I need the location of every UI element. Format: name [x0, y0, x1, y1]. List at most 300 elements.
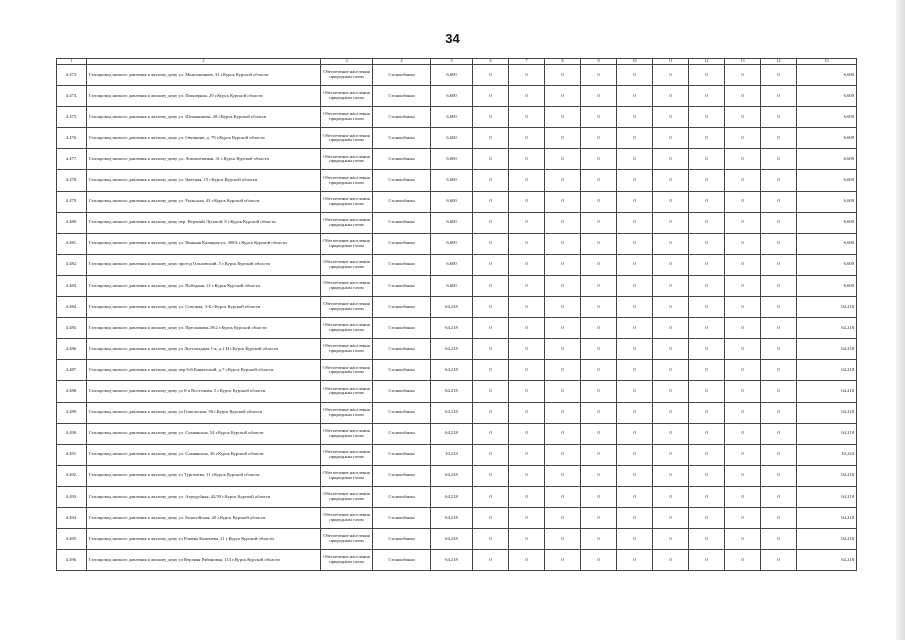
amount-col-7: 0 — [509, 86, 545, 107]
object-description: Газопровод низкого давления к жилому дому ул. Овечкина, д. 79 г.Курск Курской области — [87, 128, 321, 149]
amount-col-9: 0 — [581, 360, 617, 381]
amount-result: 64,218 — [797, 529, 857, 550]
object-description: Газопровод низкого давления к жилому дому ул. Нижняя Казацкая ул, 308А г.Курск Курской области — [87, 233, 321, 254]
amount-col-6: 0 — [473, 465, 509, 486]
amount-col-13: 0 — [725, 170, 761, 191]
amount-col-13: 0 — [725, 128, 761, 149]
purpose: Обеспечение населения природным газом — [321, 149, 373, 170]
amount-result: 6,600 — [797, 191, 857, 212]
executor: Стонашбанка — [373, 339, 431, 360]
object-description: Газопровод низкого давления к жилому дому проезд Ольховский, 5 г.Курск Курской области — [87, 254, 321, 275]
amount-col-6: 0 — [473, 550, 509, 571]
purpose: Обеспечение населения природным газом — [321, 465, 373, 486]
amount-col-12: 0 — [689, 254, 725, 275]
amount-col-8: 0 — [545, 507, 581, 528]
executor: Стонашбанка — [373, 423, 431, 444]
row-number: 4.495. — [57, 529, 87, 550]
table-row — [57, 318, 857, 339]
amount-total: 6,600 — [431, 191, 473, 212]
amount-col-12: 0 — [689, 212, 725, 233]
amount-col-8: 0 — [545, 128, 581, 149]
amount-col-8: 0 — [545, 275, 581, 296]
amount-col-13: 0 — [725, 444, 761, 465]
row-number: 4.481. — [57, 233, 87, 254]
table-row — [57, 107, 857, 128]
amount-col-6: 0 — [473, 318, 509, 339]
amount-col-13: 0 — [725, 65, 761, 86]
amount-col-14: 0 — [761, 212, 797, 233]
executor: Стонашбанка — [373, 128, 431, 149]
amount-total: 6,600 — [431, 170, 473, 191]
amount-col-12: 0 — [689, 423, 725, 444]
amount-col-9: 0 — [581, 149, 617, 170]
amount-col-7: 0 — [509, 170, 545, 191]
amount-result: 64,218 — [797, 297, 857, 318]
amount-col-14: 0 — [761, 360, 797, 381]
amount-col-9: 0 — [581, 128, 617, 149]
table-row — [57, 65, 857, 86]
amount-col-6: 0 — [473, 65, 509, 86]
amount-col-11: 0 — [653, 486, 689, 507]
amount-col-10: 0 — [617, 254, 653, 275]
amount-col-12: 0 — [689, 339, 725, 360]
header-cell: 15 — [797, 59, 857, 65]
amount-col-9: 0 — [581, 275, 617, 296]
amount-col-13: 0 — [725, 149, 761, 170]
object-description: Газопровод низкого давления к жилому дому ул. Победная, 21 г.Курск Курской области — [87, 275, 321, 296]
amount-col-14: 0 — [761, 170, 797, 191]
amount-col-7: 0 — [509, 254, 545, 275]
amount-col-9: 0 — [581, 444, 617, 465]
amount-col-10: 0 — [617, 86, 653, 107]
amount-total: 64,218 — [431, 550, 473, 571]
table-row — [57, 339, 857, 360]
amount-col-6: 0 — [473, 507, 509, 528]
amount-total: 6,600 — [431, 233, 473, 254]
amount-col-12: 0 — [689, 318, 725, 339]
amount-col-12: 0 — [689, 529, 725, 550]
table-row — [57, 550, 857, 571]
amount-col-13: 0 — [725, 318, 761, 339]
purpose: Обеспечение населения природным газом — [321, 318, 373, 339]
amount-col-10: 0 — [617, 507, 653, 528]
amount-col-9: 0 — [581, 339, 617, 360]
amount-col-11: 0 — [653, 318, 689, 339]
purpose: Обеспечение населения природным газом — [321, 486, 373, 507]
row-number: 4.476. — [57, 128, 87, 149]
amount-col-7: 0 — [509, 423, 545, 444]
executor: Стонашбанка — [373, 149, 431, 170]
header-cell: 9 — [581, 59, 617, 65]
amount-col-10: 0 — [617, 275, 653, 296]
amount-col-14: 0 — [761, 128, 797, 149]
amount-col-8: 0 — [545, 170, 581, 191]
amount-result: 6,600 — [797, 233, 857, 254]
executor: Стонашбанка — [373, 402, 431, 423]
object-description: Газопровод низкого давления к жилому дому ул. Пресникова,39/2 г.Курск Курской области — [87, 318, 321, 339]
amount-col-8: 0 — [545, 465, 581, 486]
amount-col-11: 0 — [653, 254, 689, 275]
table-row — [57, 529, 857, 550]
amount-col-9: 0 — [581, 402, 617, 423]
amount-col-9: 0 — [581, 486, 617, 507]
amount-col-12: 0 — [689, 149, 725, 170]
amount-col-10: 0 — [617, 107, 653, 128]
amount-col-10: 0 — [617, 360, 653, 381]
amount-col-14: 0 — [761, 65, 797, 86]
amount-col-8: 0 — [545, 86, 581, 107]
amount-col-11: 0 — [653, 170, 689, 191]
executor: Стонашбанка — [373, 275, 431, 296]
executor: Стонашбанка — [373, 360, 431, 381]
amount-col-8: 0 — [545, 65, 581, 86]
amount-col-6: 0 — [473, 128, 509, 149]
executor: Стонашбанка — [373, 107, 431, 128]
amount-col-14: 0 — [761, 423, 797, 444]
amount-col-13: 0 — [725, 233, 761, 254]
amount-col-8: 0 — [545, 550, 581, 571]
row-number: 4.477. — [57, 149, 87, 170]
amount-col-6: 0 — [473, 86, 509, 107]
object-description: Газопровод низкого давления к жилому дому ул. Союзная, 3-Б г.Курск Курской области — [87, 297, 321, 318]
executor: Стонашбанка — [373, 529, 431, 550]
amount-total: 64,218 — [431, 360, 473, 381]
amount-col-7: 0 — [509, 107, 545, 128]
amount-col-10: 0 — [617, 529, 653, 550]
amount-col-9: 0 — [581, 529, 617, 550]
header-cell: 1 — [57, 59, 87, 65]
amount-col-11: 0 — [653, 128, 689, 149]
amount-col-14: 0 — [761, 254, 797, 275]
amount-col-13: 0 — [725, 423, 761, 444]
amount-col-11: 0 — [653, 381, 689, 402]
amount-col-6: 0 — [473, 275, 509, 296]
amount-col-7: 0 — [509, 486, 545, 507]
amount-result: 6,600 — [797, 128, 857, 149]
amount-col-14: 0 — [761, 550, 797, 571]
amount-col-7: 0 — [509, 149, 545, 170]
amount-result: 6,600 — [797, 275, 857, 296]
row-number: 4.475. — [57, 107, 87, 128]
amount-col-14: 0 — [761, 507, 797, 528]
amount-result: 64,218 — [797, 360, 857, 381]
amount-col-11: 0 — [653, 149, 689, 170]
amount-col-9: 0 — [581, 107, 617, 128]
header-cell: 10 — [617, 59, 653, 65]
amount-col-11: 0 — [653, 529, 689, 550]
amount-result: 64,218 — [797, 381, 857, 402]
amount-col-9: 0 — [581, 233, 617, 254]
amount-col-6: 0 — [473, 212, 509, 233]
amount-col-7: 0 — [509, 339, 545, 360]
amount-col-7: 0 — [509, 318, 545, 339]
table-row — [57, 86, 857, 107]
executor: Стонашбанка — [373, 297, 431, 318]
amount-result: 6,600 — [797, 149, 857, 170]
amount-col-8: 0 — [545, 529, 581, 550]
amount-col-7: 0 — [509, 550, 545, 571]
amount-col-10: 0 — [617, 402, 653, 423]
row-number: 4.491. — [57, 444, 87, 465]
amount-result: 10,224 — [797, 444, 857, 465]
table-row — [57, 381, 857, 402]
amount-col-13: 0 — [725, 507, 761, 528]
header-cell: 6 — [473, 59, 509, 65]
amount-col-14: 0 — [761, 318, 797, 339]
amount-col-6: 0 — [473, 360, 509, 381]
purpose: Обеспечение населения природным газом — [321, 423, 373, 444]
purpose: Обеспечение населения природным газом — [321, 297, 373, 318]
executor: Стонашбанка — [373, 65, 431, 86]
amount-col-7: 0 — [509, 212, 545, 233]
amount-col-10: 0 — [617, 297, 653, 318]
row-number: 4.482. — [57, 254, 87, 275]
amount-col-14: 0 — [761, 444, 797, 465]
amount-result: 6,600 — [797, 107, 857, 128]
amount-col-10: 0 — [617, 381, 653, 402]
row-number: 4.493. — [57, 486, 87, 507]
amount-col-9: 0 — [581, 550, 617, 571]
amount-col-11: 0 — [653, 297, 689, 318]
amount-col-14: 0 — [761, 529, 797, 550]
amount-total: 64,218 — [431, 486, 473, 507]
table-row — [57, 212, 857, 233]
table-row — [57, 191, 857, 212]
amount-total: 64,218 — [431, 297, 473, 318]
amount-result: 64,218 — [797, 423, 857, 444]
amount-total: 6,600 — [431, 149, 473, 170]
amount-col-9: 0 — [581, 191, 617, 212]
amount-total: 64,218 — [431, 381, 473, 402]
amount-col-13: 0 — [725, 550, 761, 571]
amount-col-10: 0 — [617, 339, 653, 360]
amount-col-12: 0 — [689, 275, 725, 296]
purpose: Обеспечение населения природным газом — [321, 339, 373, 360]
table-row — [57, 402, 857, 423]
amount-col-10: 0 — [617, 212, 653, 233]
executor: Стонашбанка — [373, 233, 431, 254]
amount-col-7: 0 — [509, 402, 545, 423]
amount-total: 64,218 — [431, 507, 473, 528]
amount-col-12: 0 — [689, 486, 725, 507]
amount-col-7: 0 — [509, 233, 545, 254]
purpose: Обеспечение населения природным газом — [321, 65, 373, 86]
amount-col-6: 0 — [473, 423, 509, 444]
amount-col-7: 0 — [509, 360, 545, 381]
amount-col-13: 0 — [725, 86, 761, 107]
executor: Стонашбанка — [373, 550, 431, 571]
object-description: Газопровод низкого давления к жилому дому ул Тургенева, 11 г.Курск Курской области — [87, 465, 321, 486]
amount-col-8: 0 — [545, 212, 581, 233]
amount-col-13: 0 — [725, 297, 761, 318]
object-description: Газопровод низкого давления к жилому дому ул. Пионерная, 29 г.Курск Курской области — [87, 86, 321, 107]
amount-col-6: 0 — [473, 191, 509, 212]
amount-col-14: 0 — [761, 381, 797, 402]
row-number: 4.474. — [57, 86, 87, 107]
amount-col-11: 0 — [653, 360, 689, 381]
amount-col-7: 0 — [509, 65, 545, 86]
amount-col-7: 0 — [509, 465, 545, 486]
amount-col-14: 0 — [761, 339, 797, 360]
purpose: Обеспечение населения природным газом — [321, 128, 373, 149]
row-number: 4.480. — [57, 212, 87, 233]
amount-col-9: 0 — [581, 170, 617, 191]
amount-col-13: 0 — [725, 486, 761, 507]
table-row — [57, 465, 857, 486]
amount-col-9: 0 — [581, 318, 617, 339]
amount-col-13: 0 — [725, 465, 761, 486]
amount-col-13: 0 — [725, 381, 761, 402]
object-description: Газопровод низкого давления к жилому дому ул. Локомотивная, 31 г.Курск Курской области — [87, 149, 321, 170]
amount-col-12: 0 — [689, 444, 725, 465]
amount-col-12: 0 — [689, 128, 725, 149]
amount-col-6: 0 — [473, 233, 509, 254]
amount-col-6: 0 — [473, 339, 509, 360]
header-cell: 3 — [321, 59, 373, 65]
amount-col-10: 0 — [617, 65, 653, 86]
amount-result: 64,218 — [797, 550, 857, 571]
header-cell: 2 — [87, 59, 321, 65]
object-description: Газопровод низкого давления к жилому дому ул Листопадная 1-я, д.2 И г.Курск Курской области — [87, 339, 321, 360]
amount-col-7: 0 — [509, 381, 545, 402]
amount-col-9: 0 — [581, 465, 617, 486]
amount-col-9: 0 — [581, 381, 617, 402]
purpose: Обеспечение населения природным газом — [321, 360, 373, 381]
amount-col-6: 0 — [473, 529, 509, 550]
amount-col-10: 0 — [617, 149, 653, 170]
purpose: Обеспечение населения природным газом — [321, 170, 373, 191]
amount-col-12: 0 — [689, 170, 725, 191]
amount-total: 6,600 — [431, 128, 473, 149]
amount-col-11: 0 — [653, 275, 689, 296]
table-row — [57, 297, 857, 318]
amount-col-9: 0 — [581, 297, 617, 318]
purpose: Обеспечение населения природным газом — [321, 529, 373, 550]
object-description: Газопровод низкого давления к жилому дому ул. Рыльская, 43 г.Курск Курской области — [87, 191, 321, 212]
row-number: 4.483. — [57, 275, 87, 296]
amount-col-9: 0 — [581, 212, 617, 233]
amount-col-14: 0 — [761, 191, 797, 212]
row-number: 4.473. — [57, 65, 87, 86]
amount-col-11: 0 — [653, 423, 689, 444]
purpose: Обеспечение населения природным газом — [321, 444, 373, 465]
amount-col-12: 0 — [689, 402, 725, 423]
amount-total: 6,600 — [431, 107, 473, 128]
amount-total: 64,218 — [431, 423, 473, 444]
amount-result: 6,600 — [797, 170, 857, 191]
table-row — [57, 254, 857, 275]
amount-col-6: 0 — [473, 444, 509, 465]
amount-total: 64,218 — [431, 529, 473, 550]
amount-col-14: 0 — [761, 465, 797, 486]
amount-total: 64,218 — [431, 402, 473, 423]
amount-col-13: 0 — [725, 212, 761, 233]
amount-col-11: 0 — [653, 550, 689, 571]
amount-col-9: 0 — [581, 423, 617, 444]
row-number: 4.485. — [57, 318, 87, 339]
table-row — [57, 275, 857, 296]
amount-total: 6,600 — [431, 212, 473, 233]
object-description: Газопровод низкого давления к жилому дому пер.6-й Кавказский, д.7 г.Курск Курской области — [87, 360, 321, 381]
table-row — [57, 444, 857, 465]
amount-col-12: 0 — [689, 233, 725, 254]
object-description: Газопровод низкого давления к жилому дому ул Верхняя Рябиновая, 114 г.Курск Курской области — [87, 550, 321, 571]
amount-col-13: 0 — [725, 191, 761, 212]
header-cell: 5 — [431, 59, 473, 65]
purpose: Обеспечение населения природным газом — [321, 86, 373, 107]
row-number: 4.479. — [57, 191, 87, 212]
amount-col-8: 0 — [545, 339, 581, 360]
executor: Стонашбанка — [373, 191, 431, 212]
amount-col-6: 0 — [473, 297, 509, 318]
purpose: Обеспечение населения природным газом — [321, 191, 373, 212]
object-description: Газопровод низкого давления к жилому дому ул Ромена Каменева, 21 г.Курск Курской области — [87, 529, 321, 550]
amount-col-13: 0 — [725, 339, 761, 360]
amount-col-12: 0 — [689, 550, 725, 571]
object-description: Газопровод низкого давления к жилому дому ул. Славянская, 36 г.Курск Курской области — [87, 444, 321, 465]
row-number: 4.488. — [57, 381, 87, 402]
object-description: Газопровод низкого давления к жилому дому ул. Аэродубная, 42/59 г.Курск Курской области — [87, 486, 321, 507]
amount-total: 6,600 — [431, 65, 473, 86]
table-row — [57, 507, 857, 528]
amount-result: 64,218 — [797, 507, 857, 528]
amount-col-9: 0 — [581, 86, 617, 107]
header-cell: 8 — [545, 59, 581, 65]
row-number: 4.486. — [57, 339, 87, 360]
table-row — [57, 423, 857, 444]
amount-col-8: 0 — [545, 444, 581, 465]
object-description: Газопровод низкого давления к жилому дому пер. Верхний Луговой, 8 г.Курск Курской области — [87, 212, 321, 233]
amount-col-6: 0 — [473, 170, 509, 191]
amount-col-13: 0 — [725, 107, 761, 128]
header-cell: 4 — [373, 59, 431, 65]
amount-col-9: 0 — [581, 507, 617, 528]
amount-col-8: 0 — [545, 191, 581, 212]
executor: Стонашбанка — [373, 444, 431, 465]
executor: Стонашбанка — [373, 170, 431, 191]
header-cell: 12 — [689, 59, 725, 65]
object-description: Газопровод низкого давления к жилому дому ул. Цветная, 15 г.Курск Курской области — [87, 170, 321, 191]
amount-col-8: 0 — [545, 423, 581, 444]
amount-col-8: 0 — [545, 149, 581, 170]
amount-col-14: 0 — [761, 297, 797, 318]
amount-result: 6,600 — [797, 254, 857, 275]
executor: Стонашбанка — [373, 381, 431, 402]
object-description: Газопровод низкого давления к жилому дому ул Гомельская, 58 г.Курск Курской области — [87, 402, 321, 423]
amount-result: 6,600 — [797, 212, 857, 233]
amount-col-7: 0 — [509, 297, 545, 318]
amount-total: 6,600 — [431, 254, 473, 275]
table-row — [57, 233, 857, 254]
amount-result: 64,218 — [797, 339, 857, 360]
purpose: Обеспечение населения природным газом — [321, 402, 373, 423]
purpose: Обеспечение населения природным газом — [321, 254, 373, 275]
row-number: 4.492. — [57, 465, 87, 486]
amount-col-14: 0 — [761, 402, 797, 423]
purpose: Обеспечение населения природным газом — [321, 275, 373, 296]
amount-col-6: 0 — [473, 381, 509, 402]
amount-total: 10,224 — [431, 444, 473, 465]
amount-col-10: 0 — [617, 233, 653, 254]
amount-col-11: 0 — [653, 191, 689, 212]
amount-total: 6,600 — [431, 86, 473, 107]
amount-result: 64,218 — [797, 486, 857, 507]
amount-total: 64,218 — [431, 465, 473, 486]
amount-col-8: 0 — [545, 107, 581, 128]
amount-col-11: 0 — [653, 507, 689, 528]
row-number: 4.484. — [57, 297, 87, 318]
purpose: Обеспечение населения природным газом — [321, 212, 373, 233]
